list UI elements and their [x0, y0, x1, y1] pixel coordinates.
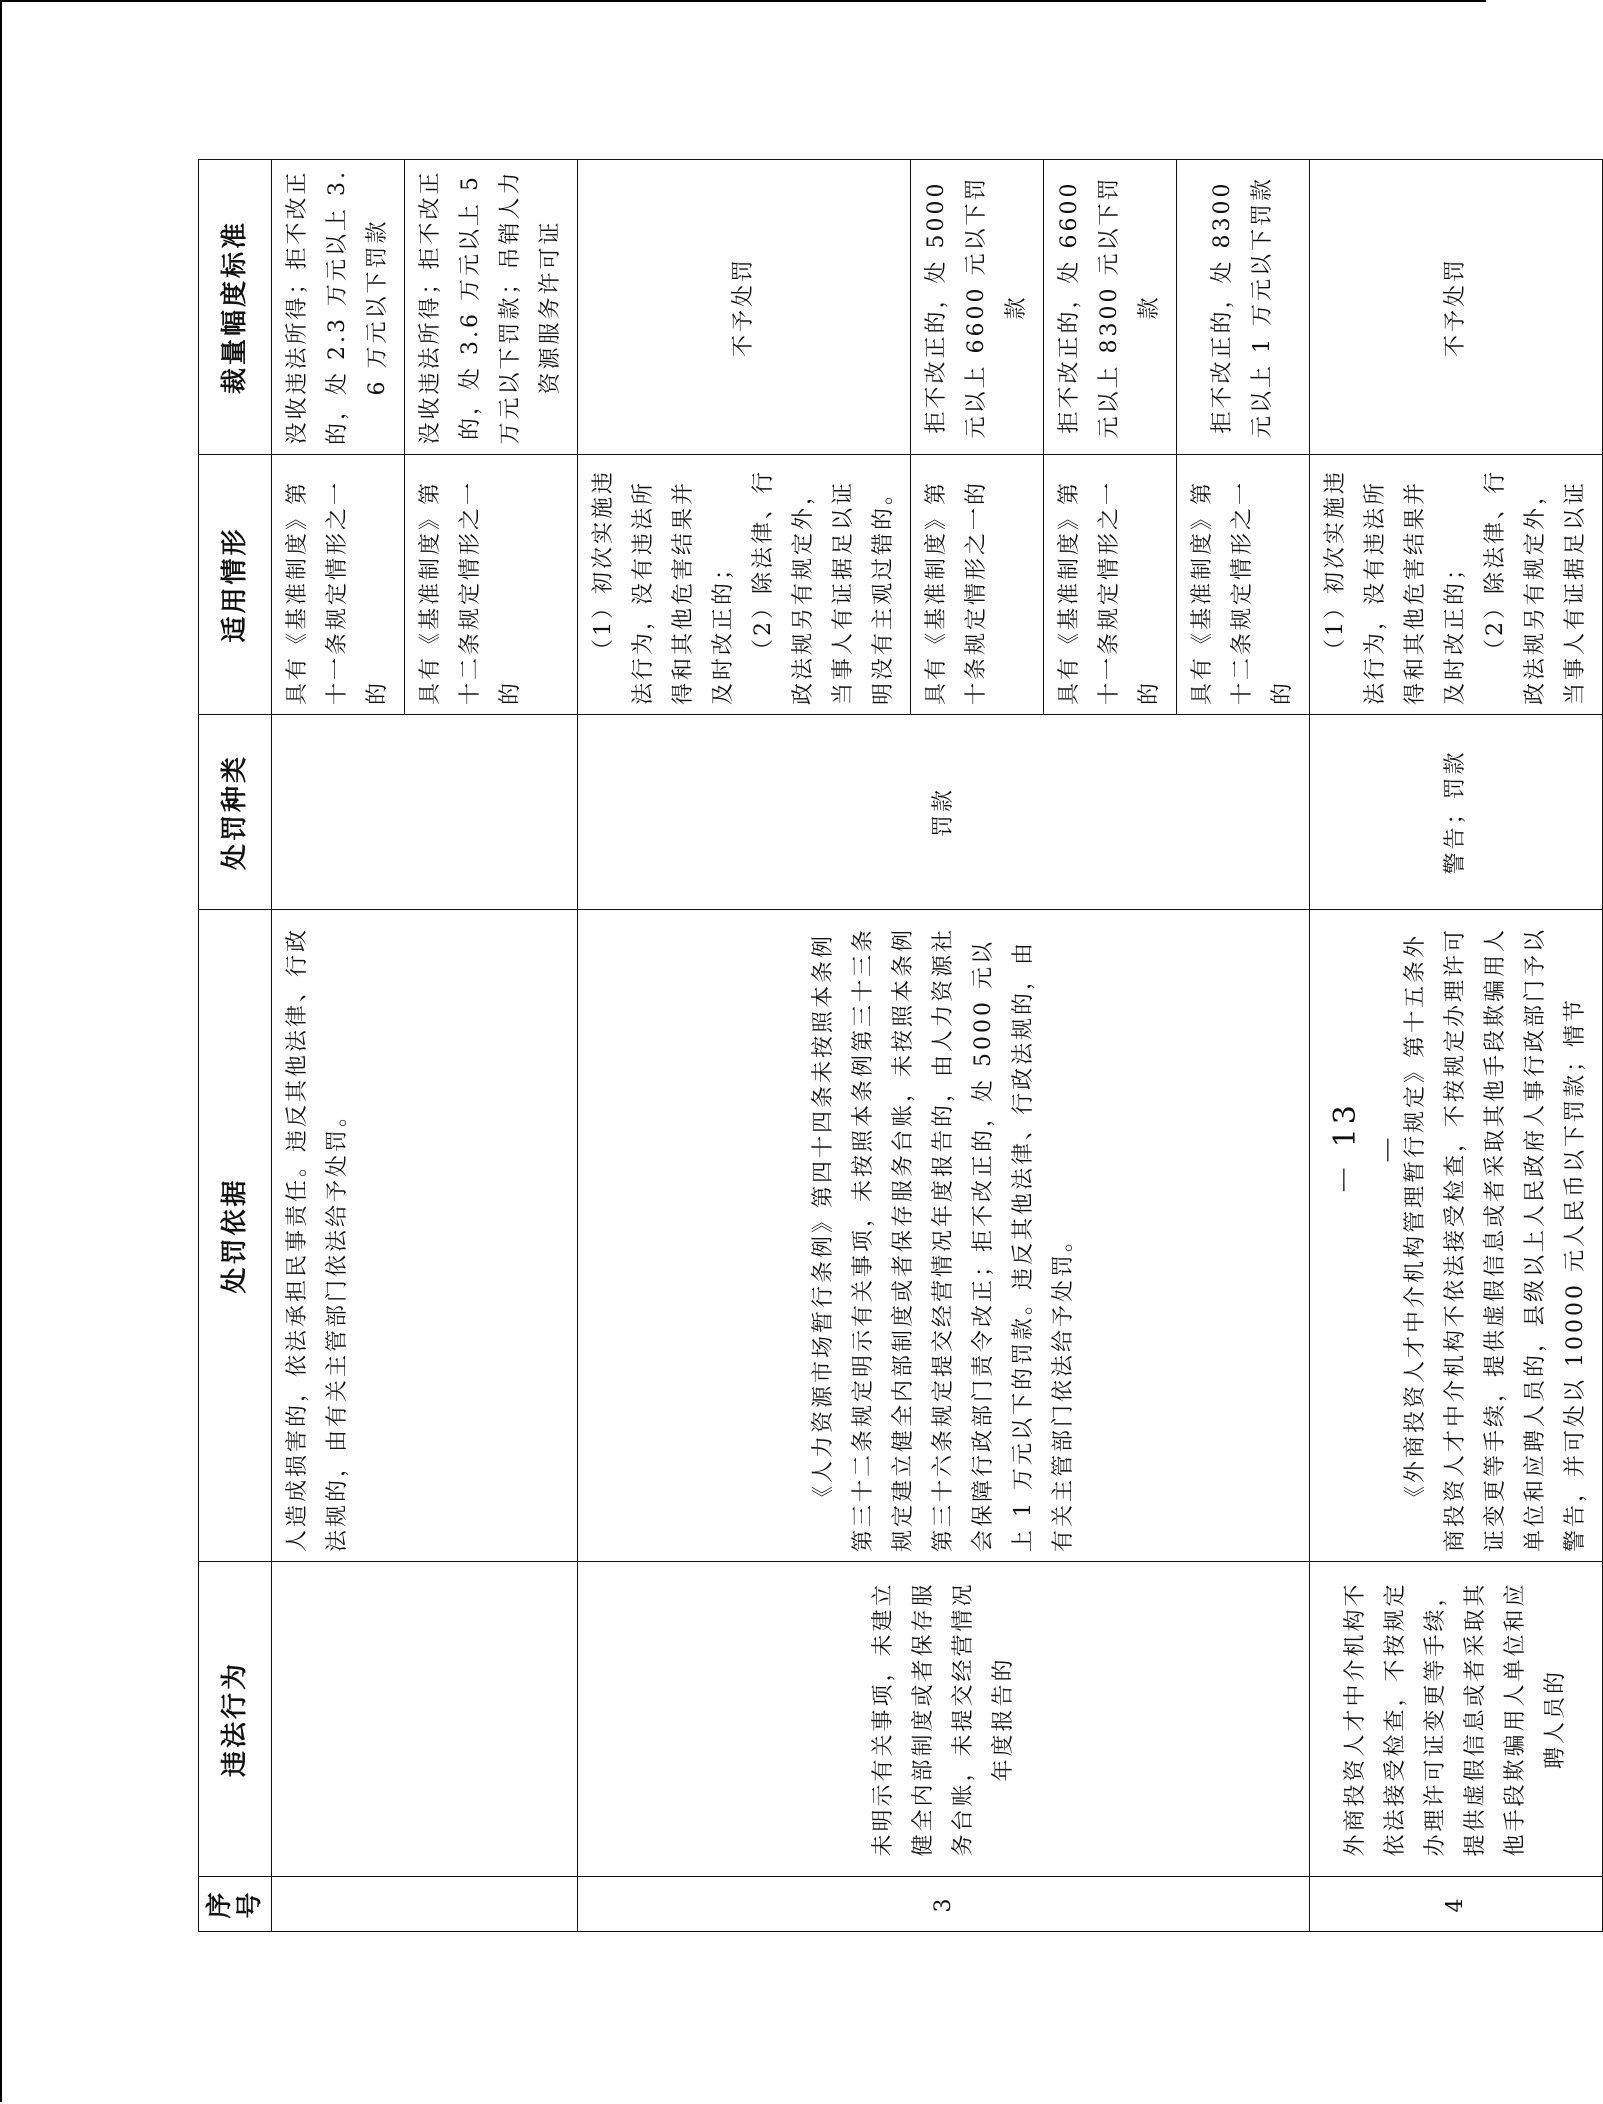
cont-seq-cell [272, 1877, 578, 1932]
page-number: － 13 － [1328, 1101, 1407, 1195]
situation-cell: 具有《基准制度》第十二条规定情形之一的 [1177, 455, 1310, 715]
cont-basis-cell: 人造成损害的，依法承担民事责任。违反其他法律、行政法规的，由有关主管部门依法给予处罚。 [272, 910, 578, 1562]
header-violation: 违法行为 [199, 1562, 272, 1877]
situation-cell [578, 455, 911, 715]
standard-cell: 没收违法所得；拒不改正的，处 2.3 万元以上 3.6 万元以下罚款 [272, 160, 405, 455]
header-seq: 序号 [199, 1877, 272, 1932]
table-row [578, 160, 911, 1932]
seq-cell: 4 [1310, 1877, 1603, 1932]
situation-cell [1310, 455, 1603, 715]
standard-cell: 不予处罚 [578, 160, 911, 455]
standard-cell: 拒不改正的，处 5000 元以上 6600 元以下罚款 [911, 160, 1044, 455]
situation-paragraph: （1）初次实施违法行为，没有违法所得和其他危害结果并及时改正的； [1323, 469, 1468, 705]
table-row [272, 160, 405, 1932]
violation-cell: 未明示有关事项，未建立健全内部制度或者保存服务台账，未提交经营情况年度报告的 [578, 1562, 1310, 1877]
standard-cell: 拒不改正的，处 6600 元以上 8300 元以下罚款 [1044, 160, 1177, 455]
situation-cell: 具有《基准制度》第十条规定情形之一的 [911, 455, 1044, 715]
type-cell: 警告；罚款 [1310, 715, 1603, 910]
situation-paragraph: （2）除法律、行政法规另有规定外，当事人有证据足以证明没有主观过错的。 [751, 469, 896, 705]
situation-cell: 具有《基准制度》第十一条规定情形之一的 [272, 455, 405, 715]
situation-cell: 具有《基准制度》第十一条规定情形之一的 [1044, 455, 1177, 715]
situation-paragraph: （2）除法律、行政法规另有规定外，当事人有证据足以证 [1483, 469, 1588, 705]
basis-cell: 《外商投资人才中介机构管理暂行规定》第十五条外商投资人才中介机构不依法接受检查，不按规定办理许可证变更等手续，提供虚假信息或者采取其他手段欺骗用人单位和应聘人员的，县级以上人民政府人事行政部门予以警告，并可处以 10000 元人民币以下罚款；情节 [1310, 910, 1603, 1562]
cont-violation-cell [272, 1562, 578, 1877]
situation-cell: 具有《基准制度》第十二条规定情形之一的 [405, 455, 578, 715]
standard-cell: 不予处罚 [1310, 160, 1603, 455]
header-standard: 裁量幅度标准 [199, 160, 272, 455]
header-situation: 适用情形 [199, 455, 272, 715]
situation-paragraph: （1）初次实施违法行为，没有违法所得和其他危害结果并及时改正的； [591, 469, 736, 705]
header-type: 处罚种类 [199, 715, 272, 910]
penalty-standard-table [198, 159, 1603, 1932]
header-basis: 处罚依据 [199, 910, 272, 1562]
seq-cell: 3 [578, 1877, 1310, 1932]
violation-cell: 外商投资人才中介机构不依法接受检查，不按规定办理许可证变更等手续，提供虚假信息或者采取其他手段欺骗用人单位和应聘人员的 [1310, 1562, 1603, 1877]
cont-type-cell [272, 715, 578, 910]
type-cell: 罚款 [578, 715, 1310, 910]
table-row [1310, 160, 1603, 1932]
standard-cell: 拒不改正的，处 8300 元以上 1 万元以下罚款 [1177, 160, 1310, 455]
header-row [199, 160, 272, 1932]
basis-cell: 《人力资源市场暂行条例》第四十四条未按照本条例第三十二条规定明示有关事项，未按照本条例第三十三条规定建立健全内部制度或者保存服务台账，未按照本条例第三十六条规定提交经营情况年度报告的，由人力资源社会保障行政部门责令改正；拒不改正的，处 5000 元以上 1 万元以下的罚款。违反其他法律、行政法规的，由有关主管部门依法给予处罚。 [578, 910, 1310, 1562]
standard-cell: 没收违法所得；拒不改正的，处 3.6 万元以上 5 万元以下罚款；吊销人力资源服务许可证 [405, 160, 578, 455]
